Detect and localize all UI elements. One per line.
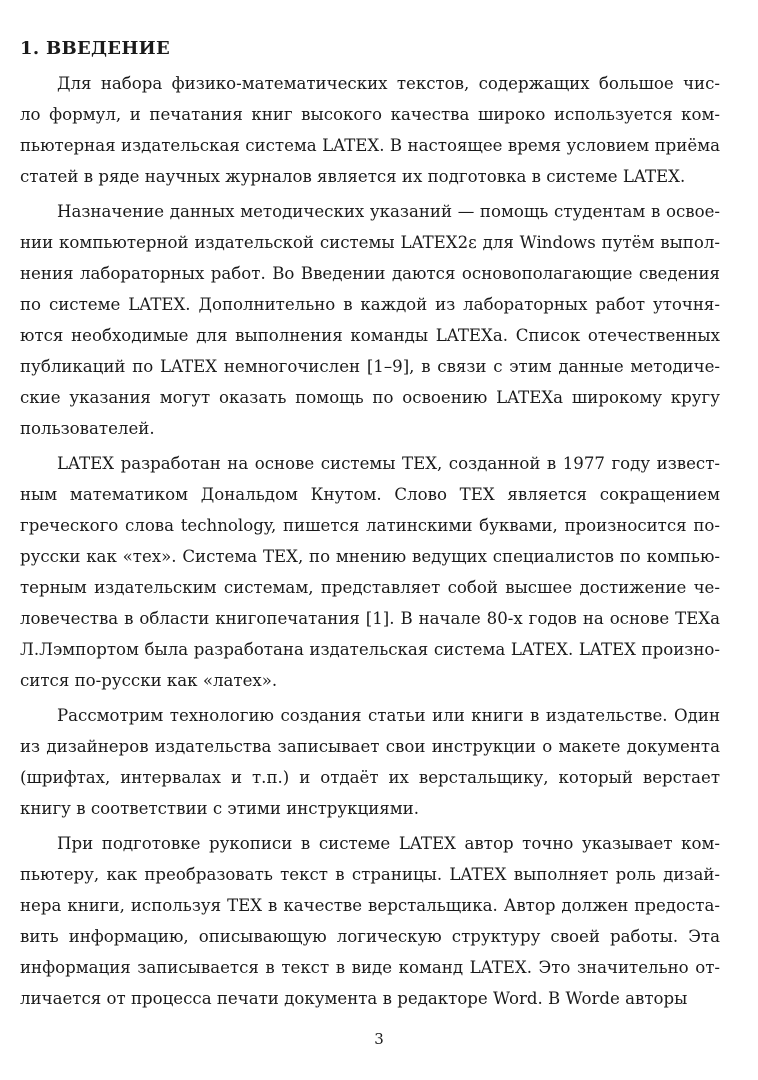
text-line: ло формул, и печатания книг высокого качества широко используется ком- bbox=[20, 105, 720, 124]
text-line: Назначение данных методических указаний — помощь студентам в освое- bbox=[57, 202, 720, 221]
text-line: ские указания могут оказать помощь по освоению LATEXа широкому кругу bbox=[20, 388, 720, 407]
section-heading: 1. ВВЕДЕНИЕ bbox=[20, 38, 170, 59]
text-line: книгу в соответствии с этими инструкциями. bbox=[20, 799, 419, 818]
text-line: нера книги, используя TEX в качестве верстальщика. Автор должен предоста- bbox=[20, 896, 720, 915]
text-line: информация записывается в текст в виде команд LATEX. Это значительно от- bbox=[20, 958, 720, 977]
text-line: ным математиком Дональдом Кнутом. Слово TEX является сокращением bbox=[20, 485, 720, 504]
text-line: нии компьютерной издательской системы LATEX2ε для Windows путём выпол- bbox=[20, 233, 720, 252]
text-line: личается от процесса печати документа в редакторе Word. В Worde авторы bbox=[20, 989, 688, 1008]
text-line: русски как «тех». Система TEX, по мнению ведущих специалистов по компью- bbox=[20, 547, 720, 566]
text-line: вить информацию, описывающую логическую структуру своей работы. Эта bbox=[20, 927, 720, 946]
text-line: (шрифтах, интервалах и т.п.) и отдаёт их верстальщику, который верстает bbox=[20, 768, 720, 787]
text-line: сится по-русски как «латех». bbox=[20, 671, 278, 690]
body-text bbox=[20, 68, 720, 1014]
text-line: ловечества в области книгопечатания [1]. В начале 80-х годов на основе TEXа bbox=[20, 609, 720, 628]
text-line: публикаций по LATEX немногочислен [1–9], в связи с этим данные методиче- bbox=[20, 357, 720, 376]
text-line: терным издательским системам, представляет собой высшее достижение че- bbox=[20, 578, 720, 597]
text-line: пьютерная издательская система LATEX. В настоящее время условием приёма bbox=[20, 136, 720, 155]
text-line: по системе LATEX. Дополнительно в каждой из лабораторных работ уточня- bbox=[20, 295, 720, 314]
text-line: При подготовке рукописи в системе LATEX автор точно указывает ком- bbox=[57, 834, 720, 853]
text-line: статей в ряде научных журналов является их подготовка в системе LATEX. bbox=[20, 167, 686, 186]
text-line: из дизайнеров издательства записывает свои инструкции о макете документа bbox=[20, 737, 720, 756]
text-line: LATEX разработан на основе системы TEX, созданной в 1977 году извест- bbox=[57, 454, 720, 473]
text-line: греческого слова technology, пишется латинскими буквами, произносится по- bbox=[20, 516, 720, 535]
text-line: пьютеру, как преобразовать текст в страницы. LATEX выполняет роль дизай- bbox=[20, 865, 720, 884]
text-line: нения лабораторных работ. Во Введении даются основополагающие сведения bbox=[20, 264, 720, 283]
text-line: Л.Лэмпортом была разработана издательская система LATEX. LATEX произно- bbox=[20, 640, 720, 659]
text-line: ются необходимые для выполнения команды LATEXа. Список отечественных bbox=[20, 326, 720, 345]
text-line: Для набора физико-математических текстов, содержащих большое чис- bbox=[57, 74, 720, 93]
text-line: пользователей. bbox=[20, 419, 155, 438]
text-line: Рассмотрим технологию создания статьи или книги в издательстве. Один bbox=[57, 706, 720, 725]
page-number: 3 bbox=[374, 1030, 384, 1048]
